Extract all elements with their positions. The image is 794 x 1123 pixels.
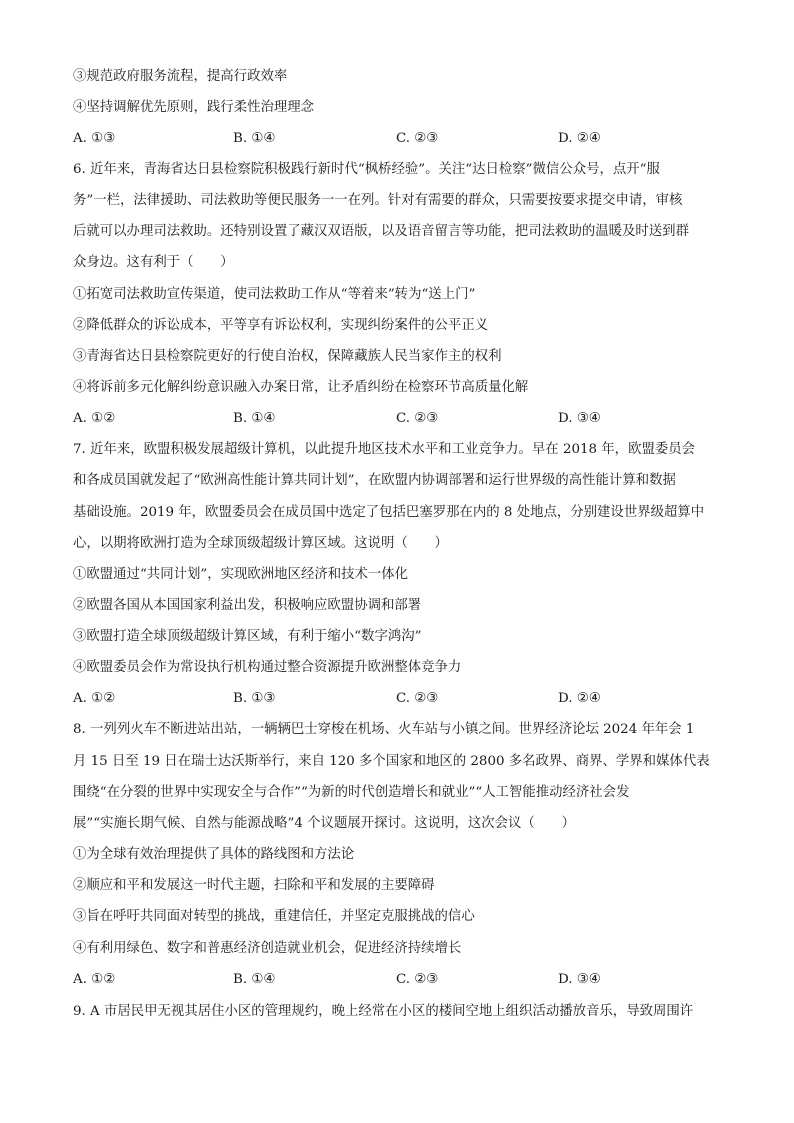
q6-statement-4: ④将诉前多元化解纠纷意识融入办案日常，让矛盾纠纷在检察环节高质量化解	[73, 380, 529, 395]
q7-option-a: A. ①②	[73, 691, 116, 706]
q8-stem-line-1: 8. 一列列火车不断进站出站，一辆辆巴士穿梭在机场、火车站与小镇之间。世界经济论坛 2024 年年会 1	[73, 722, 695, 737]
q8-option-b: B. ①④	[233, 972, 276, 987]
q8-statement-1: ①为全球有效治理提供了具体的路线图和方法论	[73, 847, 355, 862]
q7-option-b: B. ①③	[233, 691, 276, 706]
q5-option-d: D. ②④	[558, 131, 601, 146]
q8-stem-line-4: 展”“实施长期气候、自然与能源战略”4 个议题展开探讨。这说明，这次会议（ ）	[73, 816, 575, 831]
q6-statement-2: ②降低群众的诉讼成本，平等享有诉讼权利，实现纠纷案件的公平正义	[73, 318, 489, 333]
q6-stem-line-1: 6. 近年来，青海省达日县检察院积极践行新时代“枫桥经验”。关注“达日检察”微信公众号，点开“服	[73, 162, 660, 177]
q7-statement-1: ①欧盟通过“共同计划”，实现欧洲地区经济和技术一体化	[73, 567, 409, 582]
q8-statement-2: ②顺应和平和发展这一时代主题，扫除和平和发展的主要障碍	[73, 878, 435, 893]
q5-option-b: B. ①④	[233, 131, 276, 146]
q6-option-b: B. ①④	[233, 411, 276, 426]
q6-stem-line-4: 众身边。这有利于（ ）	[73, 255, 234, 270]
q7-statement-2: ②欧盟各国从本国国家利益出发，积极响应欧盟协调和部署	[73, 598, 422, 613]
q6-option-d: D. ③④	[558, 411, 601, 426]
q5-statement-3: ③规范政府服务流程，提高行政效率	[73, 69, 288, 84]
q8-option-d: D. ③④	[558, 972, 601, 987]
q7-stem-line-2: 和各成员国就发起了“欧洲高性能计算共同计划”，在欧盟内协调部署和运行世界级的高性能计算和数据	[73, 473, 676, 488]
q6-stem-line-3: 后就可以办理司法救助。还特别设置了藏汉双语版，以及语音留言等功能，把司法救助的温暖及时送到群	[73, 224, 689, 239]
q6-option-c: C. ②③	[396, 411, 439, 426]
q8-stem-line-3: 围绕“在分裂的世界中实现安全与合作”“为新的时代创造增长和就业”“人工智能推动经济社会发	[73, 785, 630, 800]
q6-statement-3: ③青海省达日县检察院更好的行使自治权，保障藏族人民当家作主的权利	[73, 349, 502, 364]
q8-statement-3: ③旨在呼吁共同面对转型的挑战，重建信任，并坚定克服挑战的信心	[73, 909, 475, 924]
q7-stem-line-3: 基础设施。2019 年，欧盟委员会在成员国中选定了包括巴塞罗那在内的 8 处地点，分别建设世界级超算中	[73, 505, 705, 520]
q8-option-c: C. ②③	[396, 972, 439, 987]
q5-option-c: C. ②③	[396, 131, 439, 146]
q8-option-a: A. ①②	[73, 972, 116, 987]
q6-statement-1: ①拓宽司法救助宣传渠道，使司法救助工作从“等着来”转为“送上门”	[73, 287, 476, 302]
q7-stem-line-1: 7. 近年来，欧盟积极发展超级计算机，以此提升地区技术水平和工业竞争力。早在 2018 年，欧盟委员会	[73, 442, 696, 457]
q5-statement-4: ④坚持调解优先原则，践行柔性治理理念	[73, 100, 315, 115]
q8-statement-4: ④有利用绿色、数字和普惠经济创造就业机会，促进经济持续增长	[73, 941, 462, 956]
q7-option-d: D. ②④	[558, 691, 601, 706]
q7-statement-3: ③欧盟打造全球顶级超级计算区域，有利于缩小“数字鸿沟”	[73, 629, 422, 644]
q9-stem-line-1: 9. A 市居民甲无视其居住小区的管理规约，晚上经常在小区的楼间空地上组织活动播放音乐，导致周围许	[73, 1004, 694, 1019]
q7-option-c: C. ②③	[396, 691, 439, 706]
q5-option-a: A. ①③	[73, 131, 116, 146]
q6-option-a: A. ①②	[73, 411, 116, 426]
q8-stem-line-2: 月 15 日至 19 日在瑞士达沃斯举行，来自 120 多个国家和地区的 2800 多名政界、商界、学界和媒体代表	[73, 754, 710, 769]
q7-stem-line-4: 心，以期将欧洲打造为全球顶级超级计算区域。这说明（ ）	[73, 536, 448, 551]
q6-stem-line-2: 务”一栏，法律援助、司法救助等便民服务一一在列。针对有需要的群众，只需要按要求提交申请，审核	[73, 193, 683, 208]
q7-statement-4: ④欧盟委员会作为常设执行机构通过整合资源提升欧洲整体竞争力	[73, 660, 462, 675]
